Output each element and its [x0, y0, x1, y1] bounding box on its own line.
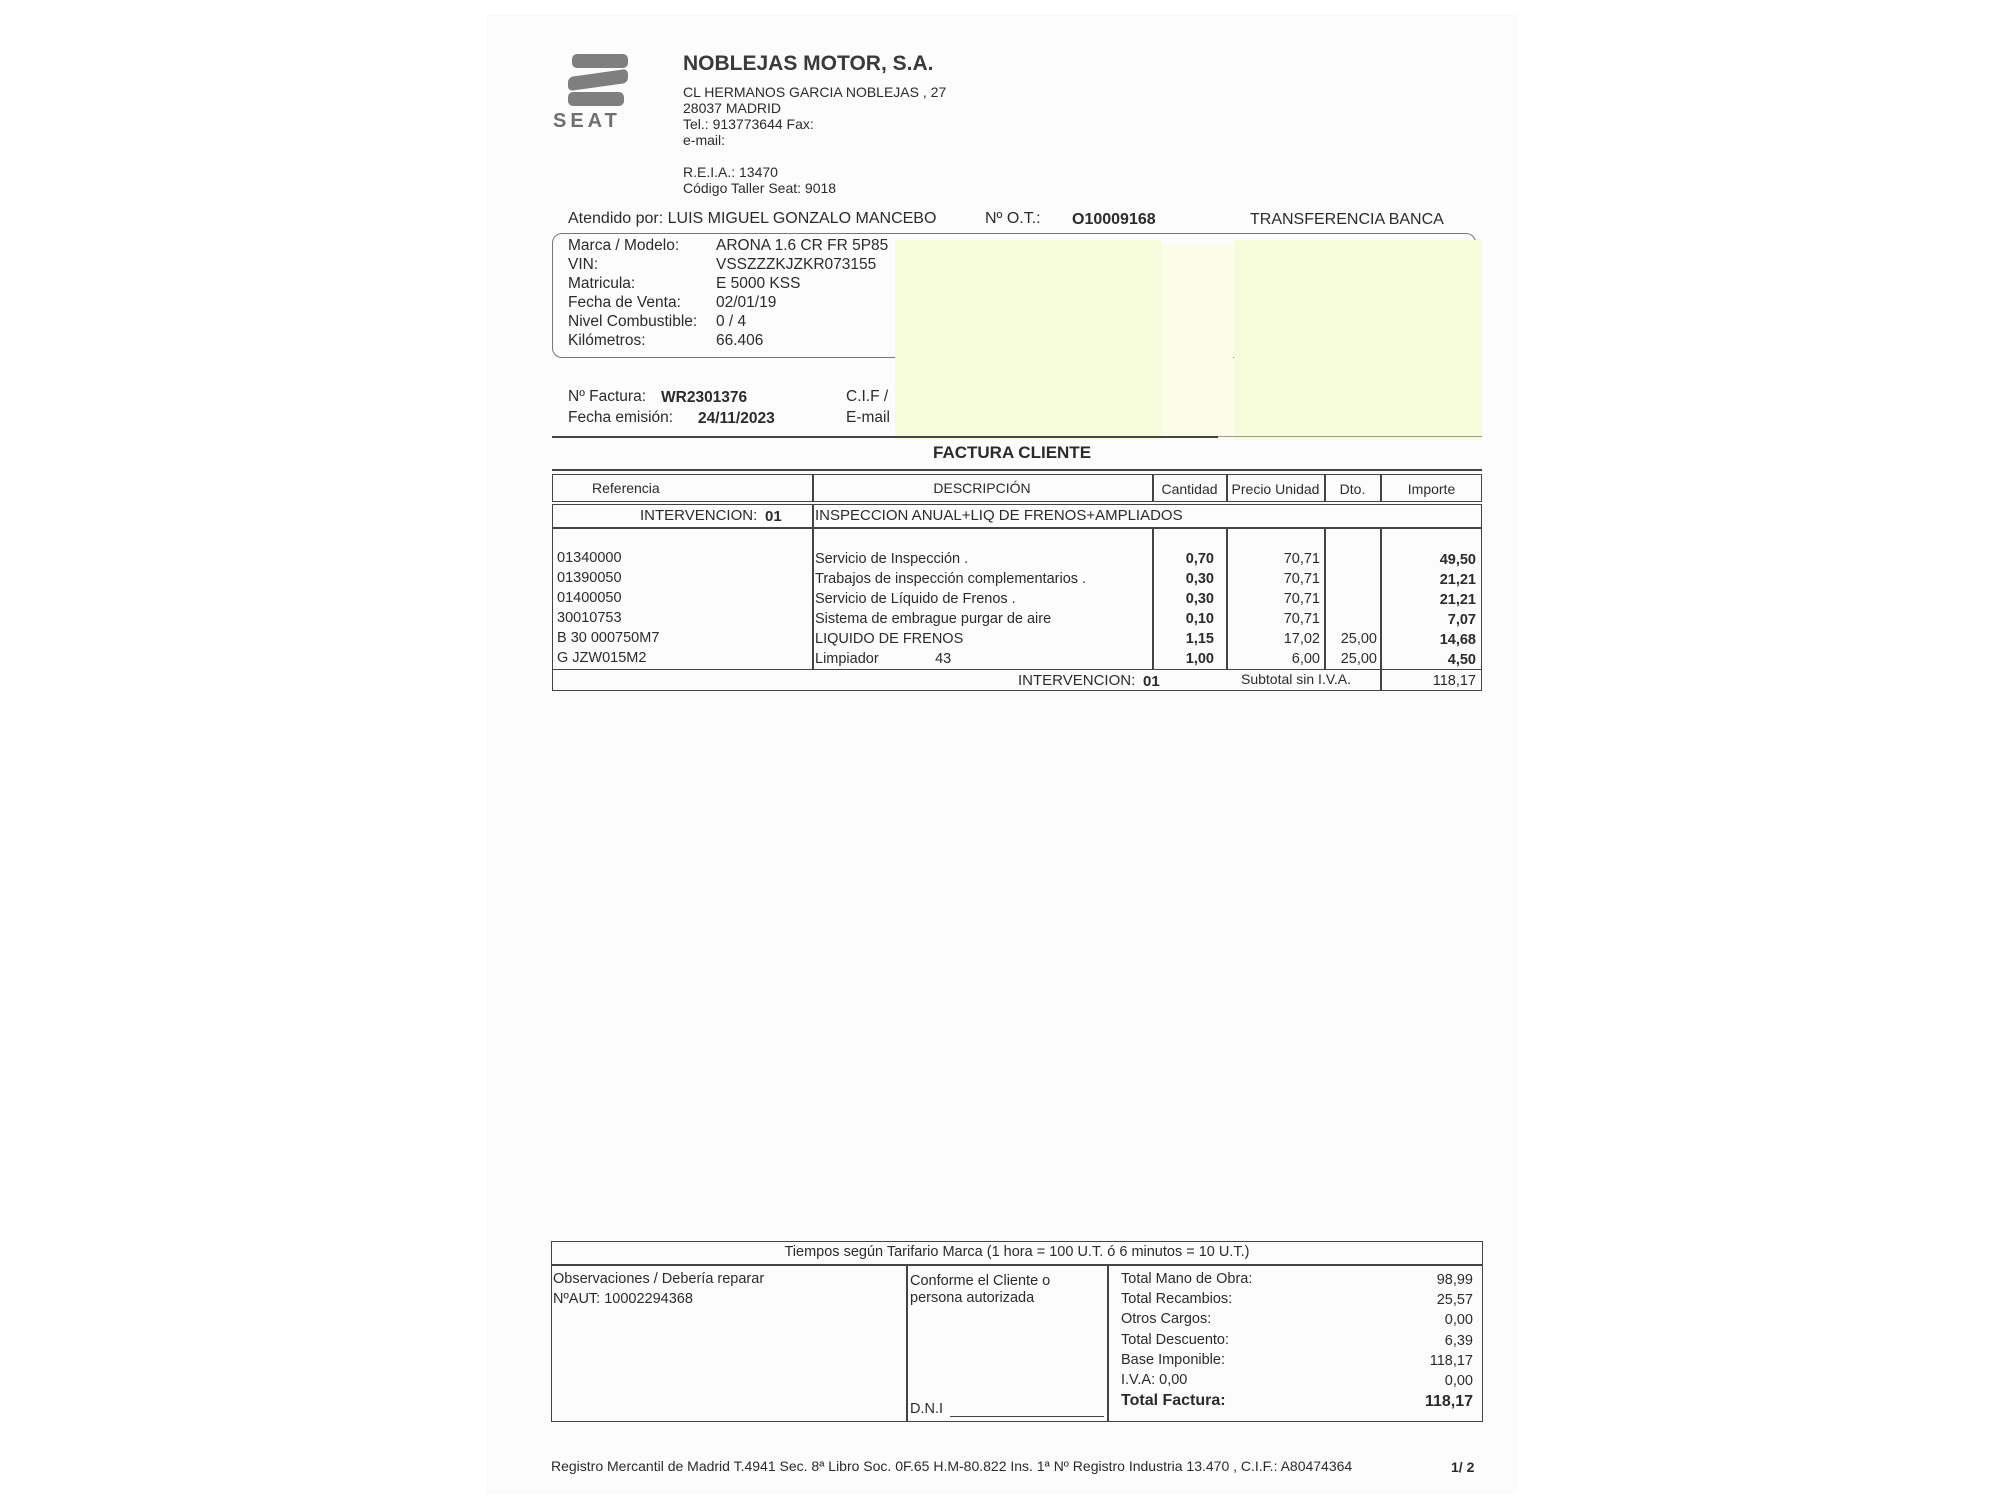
item-amount: 4,50	[1447, 652, 1476, 668]
header-cantidad: Cantidad	[1161, 481, 1218, 497]
item-qty: 1,00	[1185, 651, 1214, 667]
item-desc: Servicio de Líquido de Frenos .	[815, 591, 1016, 607]
cif-label: C.I.F /	[846, 388, 889, 405]
item-price: 70,71	[1283, 571, 1320, 587]
redaction-patch	[1234, 240, 1482, 440]
conforme-line-2: persona autorizada	[910, 1290, 1035, 1306]
item-price: 17,02	[1283, 631, 1320, 647]
item-qty: 0,30	[1185, 571, 1214, 587]
item-amount: 21,21	[1439, 592, 1476, 608]
header-precio: Precio Unidad	[1231, 481, 1320, 497]
item-desc: LIQUIDO DE FRENOS	[815, 631, 964, 647]
email-label: E-mail	[846, 409, 890, 426]
otros-cargos-label: Otros Cargos:	[1121, 1311, 1212, 1327]
tiempos-rule	[551, 1264, 1483, 1266]
header-dto: Dto.	[1339, 481, 1366, 497]
col-divider	[812, 504, 814, 528]
vehicle-km: 66.406	[716, 332, 764, 349]
invoice-number-label: Nº Factura:	[568, 388, 647, 405]
seat-brand-text: SEAT	[553, 110, 621, 132]
col-divider	[1324, 528, 1326, 670]
item-amount: 7,07	[1447, 612, 1476, 628]
company-phone: Tel.: 913773644 Fax:	[683, 116, 814, 132]
ot-label: Nº O.T.:	[985, 210, 1041, 227]
items-body	[552, 528, 1482, 670]
vehicle-label: Nivel Combustible:	[568, 313, 698, 330]
company-email: e-mail:	[683, 132, 726, 148]
registro-mercantil: Registro Mercantil de Madrid T.4941 Sec. 8ª Libro Soc. 0F.65 H.M-80.822 Ins. 1ª Nº Registro Industria 13.470 , C.I.F.: A80474364	[551, 1458, 1353, 1474]
item-qty: 1,15	[1185, 631, 1214, 647]
title-rule-top-right	[1218, 436, 1482, 437]
dni-signature-line	[950, 1416, 1104, 1417]
footer-box	[551, 1241, 1483, 1422]
item-price: 70,71	[1283, 551, 1320, 567]
item-ref: 01400050	[557, 590, 622, 606]
item-qty: 0,10	[1185, 611, 1214, 627]
item-ref: 30010753	[557, 610, 622, 626]
header-referencia: Referencia	[592, 480, 660, 496]
page-number: 1/ 2	[1451, 1459, 1475, 1475]
vehicle-label: Marca / Modelo:	[568, 237, 680, 254]
total-recambios-value: 25,57	[1436, 1292, 1473, 1308]
observaciones-label: Observaciones / Debería reparar	[553, 1271, 765, 1287]
naut: NºAUT: 10002294368	[553, 1291, 693, 1307]
invoice-number: WR2301376	[661, 389, 748, 406]
vehicle-label: Matricula:	[568, 275, 636, 292]
item-ref: 01340000	[557, 550, 622, 566]
item-price: 6,00	[1291, 651, 1320, 667]
company-address-1: CL HERMANOS GARCIA NOBLEJAS , 27	[683, 84, 947, 100]
subtotal-intervention-number: 01	[1143, 673, 1160, 690]
redaction-patch	[895, 240, 1161, 440]
item-price: 70,71	[1283, 611, 1320, 627]
item-amount: 21,21	[1439, 572, 1476, 588]
item-dto: 25,00	[1340, 651, 1377, 667]
vehicle-vin: VSSZZZKJZKR073155	[716, 256, 877, 273]
otros-cargos-value: 0,00	[1444, 1312, 1473, 1328]
company-taller-code: Código Taller Seat: 9018	[683, 180, 837, 196]
tiempos-note: Tiempos según Tarifario Marca (1 hora = 100 U.T. ó 6 minutos = 10 U.T.)	[784, 1244, 1250, 1260]
total-descuento-value: 6,39	[1444, 1333, 1473, 1349]
invoice-title: FACTURA CLIENTE	[933, 443, 1092, 462]
vehicle-model: ARONA 1.6 CR FR 5P85	[716, 237, 889, 254]
company-name: NOBLEJAS MOTOR, S.A.	[683, 52, 934, 75]
vehicle-plate: E 5000 KSS	[716, 275, 801, 292]
vehicle-label: VIN:	[568, 256, 599, 273]
base-imponible-label: Base Imponible:	[1121, 1352, 1225, 1368]
ot-number: O10009168	[1072, 211, 1156, 228]
item-amount: 49,50	[1439, 552, 1476, 568]
header-importe: Importe	[1407, 481, 1456, 497]
company-address-2: 28037 MADRID	[683, 100, 782, 116]
col-divider	[812, 528, 814, 670]
total-descuento-label: Total Descuento:	[1121, 1332, 1230, 1348]
item-price: 70,71	[1283, 591, 1320, 607]
footer-divider	[1107, 1264, 1109, 1422]
subtotal-value: 118,17	[1432, 673, 1476, 689]
subtotal-intervention-label: INTERVENCION:	[1018, 672, 1136, 689]
invoice-date-label: Fecha emisión:	[568, 409, 674, 426]
vehicle-label: Kilómetros:	[568, 332, 646, 349]
intervention-description: INSPECCION ANUAL+LIQ DE FRENOS+AMPLIADOS	[815, 507, 1183, 524]
iva-label: I.V.A: 0,00	[1121, 1372, 1188, 1388]
item-qty: 0,30	[1185, 591, 1214, 607]
attended-by: Atendido por: LUIS MIGUEL GONZALO MANCEBO	[568, 210, 937, 227]
vehicle-label: Fecha de Venta:	[568, 294, 681, 311]
title-rule-top	[552, 436, 1218, 438]
item-amount: 14,68	[1439, 632, 1476, 648]
footer-divider	[906, 1264, 908, 1422]
item-dto: 25,00	[1340, 631, 1377, 647]
item-ref: 01390050	[557, 570, 622, 586]
seat-logo	[568, 54, 636, 110]
item-ref: G JZW015M2	[557, 650, 647, 666]
iva-value: 0,00	[1444, 1373, 1473, 1389]
total-recambios-label: Total Recambios:	[1121, 1291, 1233, 1307]
total-mano-obra-value: 98,99	[1436, 1272, 1473, 1288]
company-reia: R.E.I.A.: 13470	[683, 164, 778, 180]
payment-method: TRANSFERENCIA BANCA	[1250, 211, 1444, 228]
total-factura-label: Total Factura:	[1121, 1392, 1226, 1409]
subtotal-label: Subtotal sin I.V.A.	[1241, 671, 1351, 687]
redaction-patch	[1161, 246, 1233, 440]
item-ref: B 30 000750M7	[557, 630, 660, 646]
vehicle-fuel-level: 0 / 4	[716, 313, 747, 330]
item-desc: Trabajos de inspección complementarios .	[815, 571, 1087, 587]
item-qty: 0,70	[1185, 551, 1214, 567]
vehicle-sale-date: 02/01/19	[716, 294, 777, 311]
item-desc: Sistema de embrague purgar de aire	[815, 611, 1052, 627]
intervention-label: INTERVENCION:	[640, 507, 758, 524]
total-factura-value: 118,17	[1424, 1393, 1473, 1410]
intervention-number: 01	[765, 508, 782, 525]
title-rule-bottom	[552, 469, 1482, 471]
item-desc: Servicio de Inspección .	[815, 551, 969, 567]
header-descripcion: DESCRIPCIÓN	[933, 480, 1031, 496]
conforme-line-1: Conforme el Cliente o	[910, 1273, 1051, 1289]
base-imponible-value: 118,17	[1429, 1353, 1473, 1369]
total-mano-obra-label: Total Mano de Obra:	[1121, 1271, 1253, 1287]
item-desc: Limpiador 43	[815, 651, 952, 667]
invoice-date: 24/11/2023	[698, 410, 775, 427]
dni-label: D.N.I	[910, 1401, 944, 1417]
